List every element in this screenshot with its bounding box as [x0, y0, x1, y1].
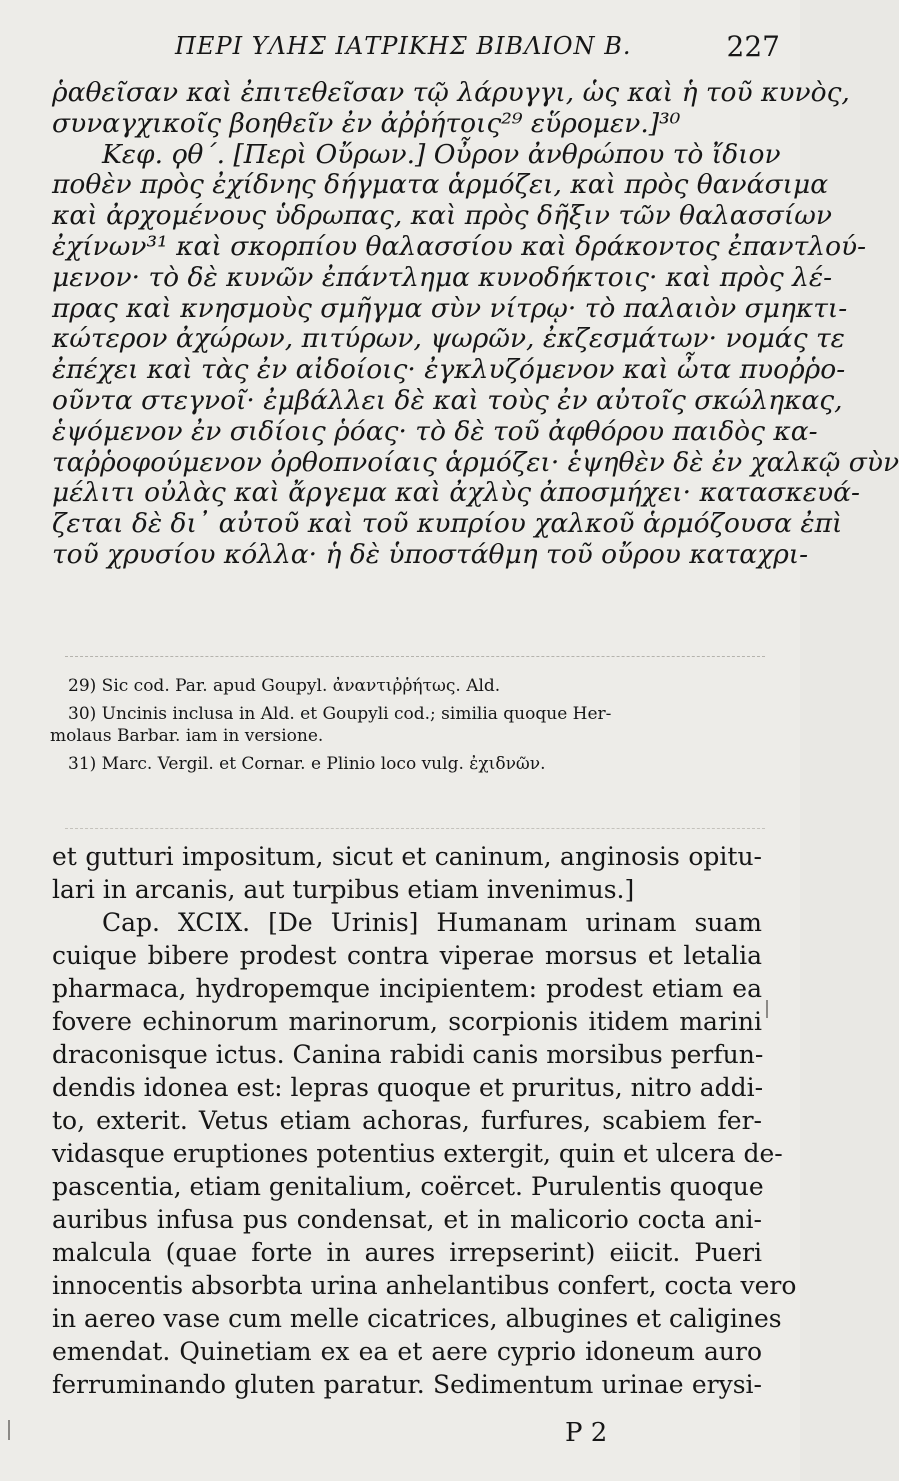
latin-line: fovere echinorum marinorum, scorpionis itidem marini [52, 1007, 762, 1036]
latin-line: to, exterit. Vetus etiam achoras, furfures, scabiem fer- [52, 1106, 762, 1135]
greek-line: συναγχικοῖς βοηθεῖν ἐν ἀῤῥήτοις²⁹ εὕρομεν.]³⁰ [52, 107, 681, 139]
greek-line: ἐπέχει καὶ τὰς ἐν αἰδοίοις· ἐγκλυζόμενον καὶ ὦτα πυοῤῥο- [52, 354, 846, 386]
greek-line: ζεται δὲ δι᾽ αὐτοῦ καὶ τοῦ κυπρίου χαλκοῦ ἁρμόζουσα ἐπὶ [52, 508, 843, 540]
greek-line: ῥαθεῖσαν καὶ ἐπιτεθεῖσαν τῷ λάρυγγι, ὡς καὶ ἡ τοῦ κυνὸς, [52, 77, 850, 108]
greek-line: μέλιτι οὐλὰς καὶ ἄργεμα καὶ ἀχλὺς ἀποσμήχει· κατασκευά- [52, 477, 860, 509]
latin-line: auribus infusa pus condensat, et in malicorio cocta ani- [52, 1205, 762, 1234]
greek-line: μενον· τὸ δὲ κυνῶν ἐπάντλημα κυνοδήκτοις· καὶ πρὸς λέ- [52, 261, 833, 293]
bleed-through-divider [65, 828, 765, 830]
footnote-line: molaus Barbar. iam in versione. [50, 726, 324, 746]
scan-mark [766, 1000, 768, 1018]
scan-mark [8, 1420, 10, 1440]
greek-line: κώτερον ἀχώρων, πιτύρων, ψωρῶν, ἐκζεσμάτων· νομάς τε [52, 323, 845, 355]
latin-line: ferruminando gluten paratur. Sedimentum urinae erysi- [52, 1370, 762, 1399]
latin-line: innocentis absorbta urina anhelantibus confert, cocta vero [52, 1271, 797, 1300]
latin-line: malcula (quae forte in aures irrepserint) eiicit. Pueri [52, 1238, 762, 1267]
latin-line: cuique bibere prodest contra viperae morsus et letalia [52, 941, 762, 970]
latin-line: emendat. Quinetiam ex ea et aere cyprio idoneum auro [52, 1337, 762, 1366]
latin-text-block [52, 840, 797, 1401]
greek-text-block [52, 77, 899, 571]
greek-line: τοῦ χρυσίου κόλλα· ἡ δὲ ὑποστάθμη τοῦ οὔρου καταχρι- [52, 538, 809, 570]
latin-line: et gutturi impositum, sicut et caninum, anginosis opitu- [52, 842, 762, 871]
latin-line: draconisque ictus. Canina rabidi canis morsibus perfun- [52, 1040, 764, 1069]
footnote-separator [65, 656, 765, 658]
latin-line: lari in arcanis, aut turpibus etiam invenimus.] [52, 875, 635, 904]
greek-line: ποθὲν πρὸς ἐχίδνης δήγματα ἁρμόζει, καὶ πρὸς θανάσιμα [52, 169, 829, 201]
footnotes [50, 675, 768, 781]
greek-line: Κεφ. ϙθ΄. [Περὶ Οὔρων.] Οὖρον ἀνθρώπου τὸ ἴδιον [102, 138, 781, 170]
latin-line: pharmaca, hydropemque incipientem: prodest etiam ea [52, 974, 762, 1003]
footnote-line: 31) Marc. Vergil. et Cornar. e Plinio loco vulg. ἐχιδνῶν. [68, 754, 546, 774]
footnote-line: 30) Uncinis inclusa in Ald. et Goupyli cod.; similia quoque Her- [68, 704, 612, 724]
greek-line: πρας καὶ κνησμοὺς σμῆγμα σὺν νίτρῳ· τὸ παλαιὸν σμηκτι- [52, 292, 848, 324]
running-head: ΠΕΡΙ ΥΛΗΣ ΙΑΤΡΙΚΗΣ ΒΙΒΛΙΟΝ Β. [175, 32, 632, 60]
footnote [50, 703, 768, 747]
greek-line: οῦντα στεγνοῖ· ἐμβάλλει δὲ καὶ τοὺς ἐν αὐτοῖς σκώληκας, [52, 384, 843, 416]
latin-line: Cap. XCIX. [De Urinis] Humanam urinam suam [102, 908, 762, 937]
greek-line: ἑψόμενον ἐν σιδίοις ῥόας· τὸ δὲ τοῦ ἀφθόρου παιδὸς κα- [52, 415, 818, 447]
greek-line: ἐχίνων³¹ καὶ σκορπίου θαλασσίου καὶ δράκοντος ἐπαντλού- [52, 230, 867, 262]
footnote [68, 675, 768, 697]
footnote [68, 753, 768, 775]
latin-line: vidasque eruptiones potentius extergit, quin et ulcera de- [52, 1139, 783, 1168]
greek-line: ταῤῥοφούμενον ὀρθοπνοίαις ἁρμόζει· ἑψηθὲν δὲ ἐν χαλκῷ σὺν [52, 446, 899, 478]
latin-line: pascentia, etiam genitalium, coërcet. Purulentis quoque [52, 1172, 764, 1201]
latin-line: in aereo vase cum melle cicatrices, albugines et caligines [52, 1304, 782, 1333]
page-header [40, 28, 780, 68]
page-number: 227 [726, 30, 780, 63]
latin-line: dendis idonea est: lepras quoque et pruritus, nitro addi- [52, 1073, 764, 1102]
footnote-line: 29) Sic cod. Par. apud Goupyl. ἀναντιῤῥήτως. Ald. [68, 676, 501, 696]
greek-line: καὶ ἀρχομένους ὑδρωπας, καὶ πρὸς δῆξιν τῶν θαλασσίων [52, 200, 832, 232]
printer-signature: P 2 [565, 1418, 608, 1448]
